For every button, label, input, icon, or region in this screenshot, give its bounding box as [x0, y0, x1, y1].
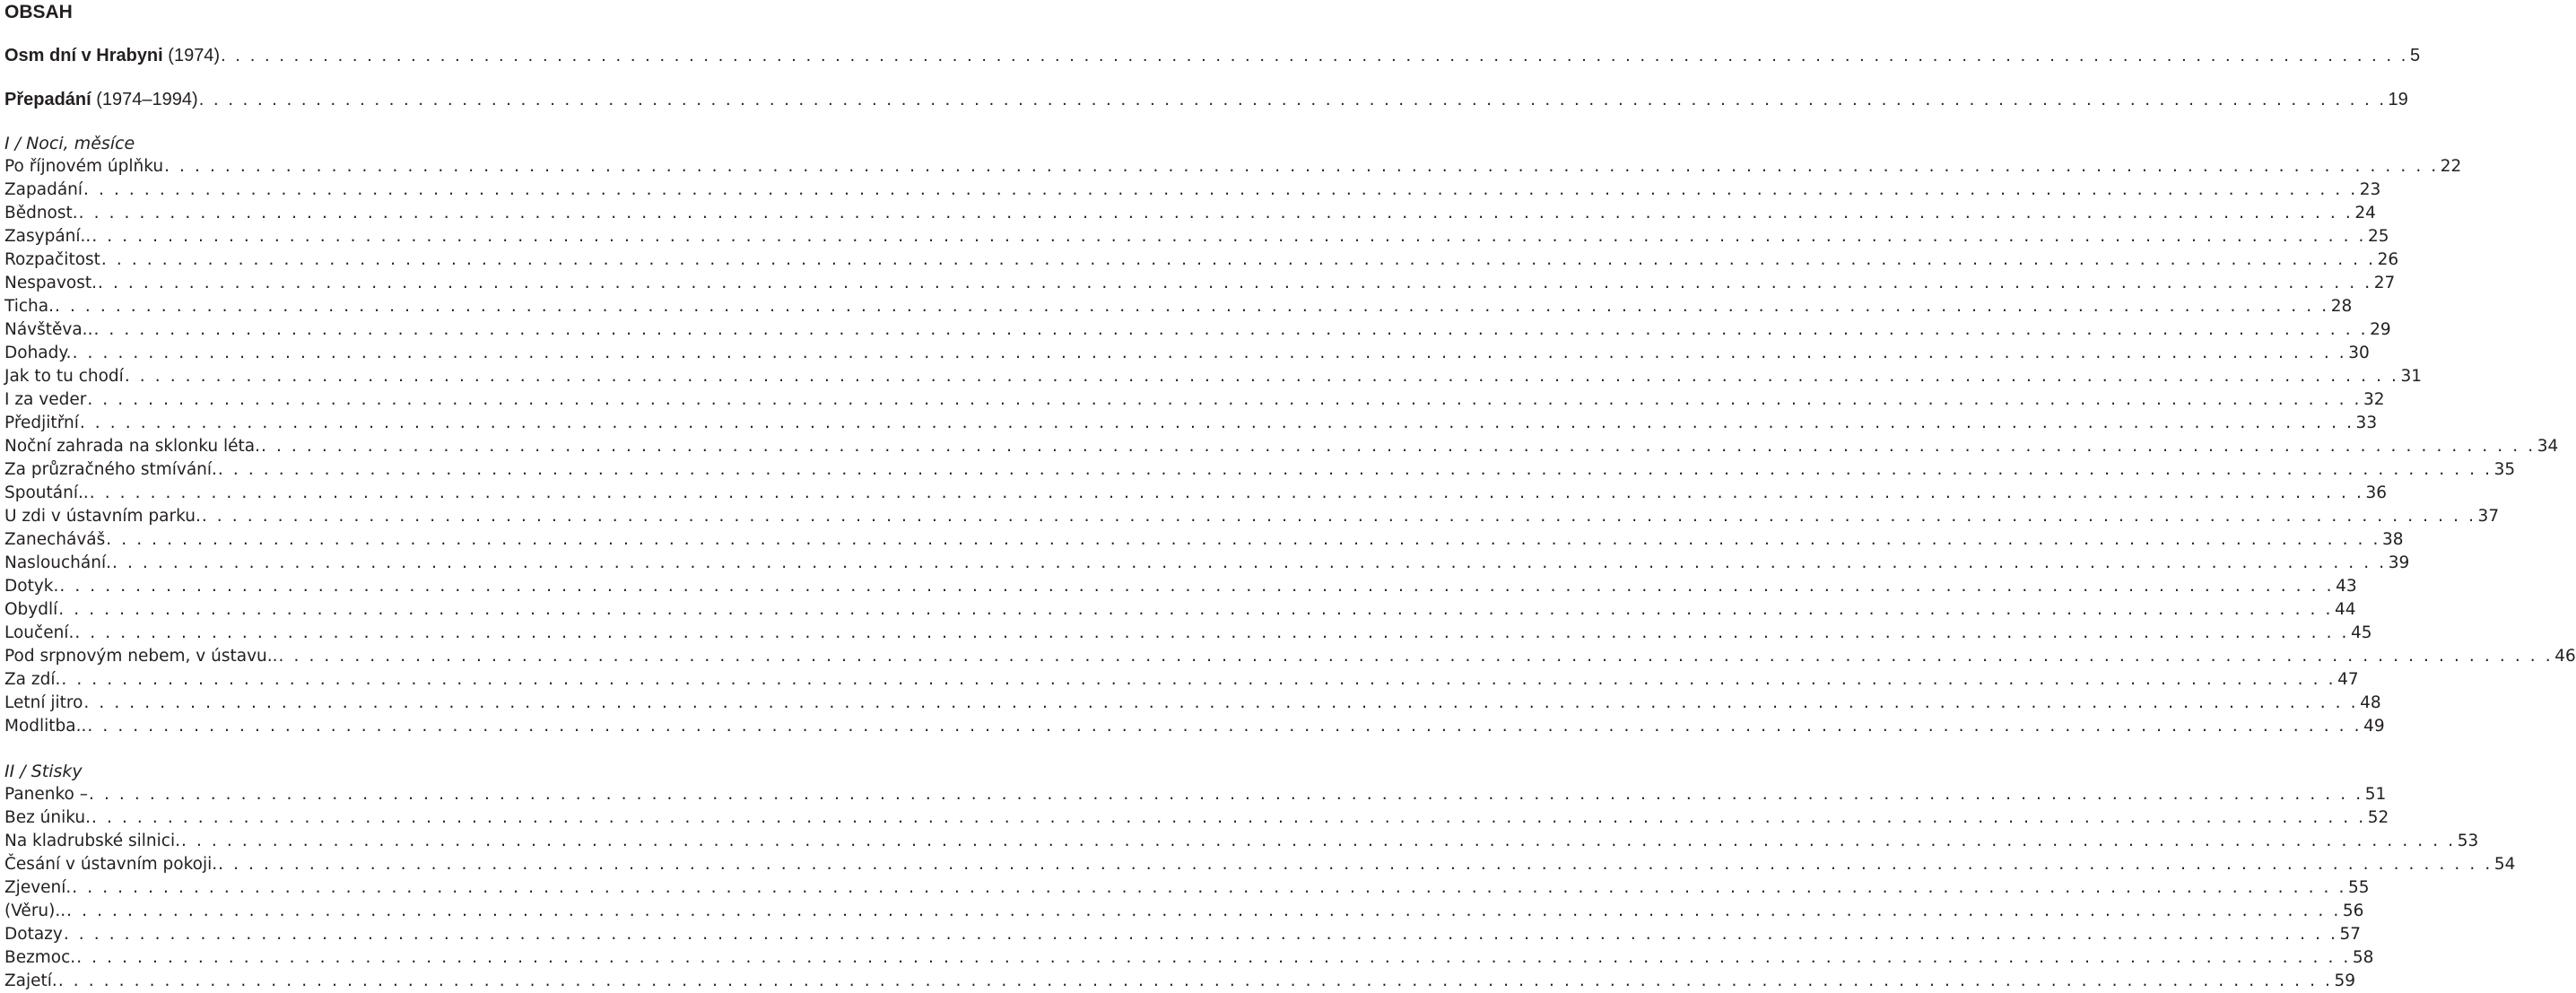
toc-entry[interactable] — [4, 806, 2389, 830]
page-number: 27 — [2373, 274, 2396, 292]
toc-entry[interactable] — [4, 248, 2399, 272]
toc-entry[interactable] — [4, 970, 2356, 993]
dot-leader: . . . . . . . . . . . . . . . . . . . . . . . . . . . . . . . . . . . . . . . . . . . . . . . . . . . . . . . . . . . . . . . . . . . . . . . . . . . . . . . . . . . . . . . . . . . . . . . . . . . . . . . . . . . . . . . . . . . . . . . . . . . . . . . . . . . . . . . . . . . . . . . . . . . . . . — [57, 971, 2333, 990]
entry-title: Rozpačitost — [4, 250, 100, 269]
dot-leader: . . . . . . . . . . . . . . . . . . . . . . . . . . . . . . . . . . . . . . . . . . . . . . . . . . . . . . . . . . . . . . . . . . . . . . . . . . . . . . . . . . . . . . . . . . . . . . . . . . . . . . . . . . . . . . . . . . . . . . . . . . . . . . . . . . . . . . . . . . . . . . . . . . . . . . — [100, 250, 2376, 269]
dot-leader: . . . . . . . . . . . . . . . . . . . . . . . . . . . . . . . . . . . . . . . . . . . . . . . . . . . . . . . . . . . . . . . . . . . . . . . . . . . . . . . . . . . . . . . . . . . . . . . . . . . . . . . . . . . . . . . . . . . . . . . . . . . . . . . . . . . . . . . . . . . . . . . . . . . . . . — [181, 832, 2456, 850]
toc-entry[interactable] — [4, 388, 2385, 412]
entry-title: Spoutání.. — [4, 483, 89, 502]
toc-entry[interactable] — [4, 783, 2387, 806]
entry-title: Návštěva.. — [4, 320, 93, 339]
page-number: 46 — [2554, 647, 2576, 666]
entry-title: Předjitřní — [4, 414, 79, 432]
dot-leader: . . . . . . . . . . . . . . . . . . . . . . . . . . . . . . . . . . . . . . . . . . . . . . . . . . . . . . . . . . . . . . . . . . . . . . . . . . . . . . . . . . . . . . . . . . . . . . . . . . . . . . . . . . . . . . . . . . . . . . . . . . . . . . . . . . . . . . . . . . . . . . . . . . . . . . — [111, 553, 2387, 572]
entry-title: Bez úniku. — [4, 808, 91, 827]
dot-leader: . . . . . . . . . . . . . . . . . . . . . . . . . . . . . . . . . . . . . . . . . . . . . . . . . . . . . . . . . . . . . . . . . . . . . . . . . . . . . . . . . . . . . . . . . . . . . . . . . . . . . . . . . . . . . . . . . . . . . . . . . . . . . . . . . . . . . . . . . . . . . . . . . . . . . . — [72, 878, 2346, 897]
page-number: 32 — [2363, 390, 2385, 409]
page-number: 54 — [2493, 855, 2516, 874]
toc-entry[interactable] — [4, 900, 2364, 923]
page-number: 51 — [2364, 785, 2387, 804]
section-heading: II / Stisky — [4, 762, 83, 781]
page-number: 44 — [2334, 600, 2356, 619]
dot-leader: . . . . . . . . . . . . . . . . . . . . . . . . . . . . . . . . . . . . . . . . . . . . . . . . . . . . . . . . . . . . . . . . . . . . . . . . . . . . . . . . . . . . . . . . . . . . . . . . . . . . . . . . . . . . . . . . . . . . . . . . . . . . . . . . . . . . . . . . . . . . . . . . . . . . . . — [217, 460, 2493, 479]
dot-leader: . . . . . . . . . . . . . . . . . . . . . . . . . . . . . . . . . . . . . . . . . . . . . . . . . . . . . . . . . . . . . . . . . . . . . . . . . . . . . . . . . . . . . . . . . . . . . . . . . . . . . . . . . . . . . . . . . . . . . . . . . . . . . . . . . . . . . . . . . . . . . . . . . . . . . . — [201, 507, 2476, 526]
entry-title: Jak to tu chodí — [4, 367, 124, 386]
toc-entry[interactable] — [4, 830, 2479, 853]
page-number: 43 — [2336, 577, 2357, 596]
toc-entry[interactable] — [4, 179, 2381, 202]
toc-entry[interactable] — [4, 458, 2516, 482]
page-number: 23 — [2359, 180, 2381, 199]
toc-entry[interactable] — [4, 412, 2378, 435]
entry-title: Bědnost. — [4, 204, 78, 222]
dot-leader: . . . . . . . . . . . . . . . . . . . . . . . . . . . . . . . . . . . . . . . . . . . . . . . . . . . . . . . . . . . . . . . . . . . . . . . . . . . . . . . . . . . . . . . . . . . . . . . . . . . . . . . . . . . . . . . . . . . . . . . . . . . . . . . . . . . . . . . . . . . . . . . . . . . . . . — [78, 204, 2354, 222]
toc-part-entry[interactable] — [4, 44, 2421, 67]
dot-leader: . . . . . . . . . . . . . . . . . . . . . . . . . . . . . . . . . . . . . . . . . . . . . . . . . . . . . . . . . . . . . . . . . . . . . . . . . . . . . . . . . . . . . . . . . . . . . . . . . . . . . . . . . . . . . . . . . . . . . . . . . . . . . . . . . . . . . . . . . . . . . . . . . . . . . . — [91, 227, 2367, 246]
page-number: 45 — [2351, 623, 2372, 642]
entry-title: Zanecháváš — [4, 530, 106, 549]
dot-leader: . . . . . . . . . . . . . . . . . . . . . . . . . . . . . . . . . . . . . . . . . . . . . . . . . . . . . . . . . . . . . . . . . . . . . . . . . . . . . . . . . . . . . . . . . . . . . . . . . . . . . . . . . . . . . . . . . . . . . . . . . . . . . . . . . . . . . . . . . . . . . . . . . . . . . . — [58, 600, 2333, 619]
dot-leader: . . . . . . . . . . . . . . . . . . . . . . . . . . . . . . . . . . . . . . . . . . . . . . . . . . . . . . . . . . . . . . . . . . . . . . . . . . . . . . . . . . . . . . . . . . . . . . . . . . . . . . . . . . . . . . . . . . . . . . . . . . . . . . . . . . . . . . . . . . . . . . . . . . . . . . — [218, 855, 2493, 874]
entry-title: Za průzračného stmívání. — [4, 460, 217, 479]
dot-leader: . . . . . . . . . . . . . . . . . . . . . . . . . . . . . . . . . . . . . . . . . . . . . . . . . . . . . . . . . . . . . . . . . . . . . . . . . . . . . . . . . . . . . . . . . . . . . . . . . . . . . . . . . . . . . . . . . . . . . . . . . . . . . . . . . . . . . . . . . . . . . . . . . . . . . . — [55, 297, 2329, 316]
dot-leader: . . . . . . . . . . . . . . . . . . . . . . . . . . . . . . . . . . . . . . . . . . . . . . . . . . . . . . . . . . . . . . . . . . . . . . . . . . . . . . . . . . . . . . . . . . . . . . . . . . . . . . . . . . . . . . . . . . . . . . . . . . . . . . . . . . . . . . . . . . . . . . . . . . . . . . — [76, 948, 2351, 967]
page-number: 33 — [2355, 414, 2378, 432]
part-years: (1974–1994) — [96, 90, 198, 109]
entry-title: Zjevení. — [4, 878, 72, 897]
page-number: 5 — [2409, 46, 2421, 65]
dot-leader: . . . . . . . . . . . . . . . . . . . . . . . . . . . . . . . . . . . . . . . . . . . . . . . . . . . . . . . . . . . . . . . . . . . . . . . . . . . . . . . . . . . . . . . . . . . . . . . . . . . . . . . . . . . . . . . . . . . . . . . . . . . . . . . . . . . . . . . . . . . . . . . . . . . . . . — [93, 320, 2369, 339]
entry-title: Nespavost. — [4, 274, 97, 292]
toc-entry[interactable] — [4, 155, 2462, 179]
entry-title: Zapadání — [4, 180, 83, 199]
dot-leader: . . . . . . . . . . . . . . . . . . . . . . . . . . . . . . . . . . . . . . . . . . . . . . . . . . . . . . . . . . . . . . . . . . . . . . . . . . . . . . . . . . . . . . . . . . . . . . . . . . . . . . . . . . . . . . . . . . . . . . . . . . . . . . . . . . . . . . . . . . . . . . . . . . . . . . — [91, 808, 2366, 827]
page-number: 37 — [2477, 507, 2500, 526]
toc-entry[interactable] — [4, 435, 2559, 458]
entry-title: Po říjnovém úplňku — [4, 157, 164, 176]
page-number: 28 — [2330, 297, 2353, 316]
dot-leader: . . . . . . . . . . . . . . . . . . . . . . . . . . . . . . . . . . . . . . . . . . . . . . . . . . . . . . . . . . . . . . . . . . . . . . . . . . . . . . . . . . . . . . . . . . . . . . . . . . . . . . . . . . . . . . . . . . . . . . . . . . . . . . . . . . . . . . . . . . . . . . . . . . . . . . — [106, 530, 2380, 549]
page-number: 49 — [2363, 717, 2385, 736]
page-number: 36 — [2365, 483, 2387, 502]
page-number: 38 — [2381, 530, 2404, 549]
page-number: 47 — [2337, 670, 2359, 689]
entry-title: Zasypání.. — [4, 227, 91, 246]
page-number: 34 — [2537, 437, 2559, 456]
entry-title: U zdi v ústavním parku. — [4, 507, 201, 526]
page-number: 56 — [2342, 902, 2364, 920]
dot-leader: . . . . . . . . . . . . . . . . . . . . . . . . . . . . . . . . . . . . . . . . . . . . . . . . . . . . . . . . . . . . . . . . . . . . . . . . . . . . . . . . . . . . . . . . . . . . . . . . . . . . . . . . . . . . . . . . . . . . . . . . . . . . . . . . . . . . . . . . . . . . . . . . . . . . . . — [89, 785, 2363, 804]
entry-title: Zajetí. — [4, 971, 57, 990]
part-title: Osm dní v Hrabyni — [4, 46, 163, 65]
page-number: 48 — [2360, 693, 2381, 712]
toc-entry[interactable] — [4, 692, 2381, 715]
dot-leader: . . . . . . . . . . . . . . . . . . . . . . . . . . . . . . . . . . . . . . . . . . . . . . . . . . . . . . . . . . . . . . . . . . . . . . . . . . . . . . . . . . . . . . . . . . . . . . . . . . . . . . . . . . . . . . . . . . . . . . . . . . . . . . . . . . . . . . . . . . . . . . . . . . . . . . — [83, 693, 2359, 712]
page-number: 35 — [2493, 460, 2516, 479]
toc-entry[interactable] — [4, 575, 2357, 598]
entry-title: Na kladrubské silnici. — [4, 832, 180, 850]
page-number: 31 — [2400, 367, 2423, 386]
entry-title: Dotazy — [4, 925, 63, 944]
dot-leader: . . . . . . . . . . . . . . . . . . . . . . . . . . . . . . . . . . . . . . . . . . . . . . . . . . . . . . . . . . . . . . . . . . . . . . . . . . . . . . . . . . . . . . . . . . . . . . . . . . . . . . . . . . . . . . . . . . . . . . . . . . . . . . . . . . . . . . . . . . . . . . . . . . . . . . — [97, 274, 2372, 292]
toc-entry[interactable] — [4, 202, 2376, 225]
page-number: 29 — [2370, 320, 2391, 339]
section-heading: I / Noci, měsíce — [4, 134, 135, 153]
toc-entry[interactable] — [4, 923, 2362, 946]
entry-title: Dotyk. — [4, 577, 59, 596]
toc-entry[interactable] — [4, 365, 2423, 388]
toc-entry[interactable] — [4, 645, 2576, 668]
dot-leader: . . . . . . . . . . . . . . . . . . . . . . . . . . . . . . . . . . . . . . . . . . . . . . . . . . . . . . . . . . . . . . . . . . . . . . . . . . . . . . . . . . . . . . . . . . . . . . . . . . . . . . . . . . . . . . . . . . . . . . . . . . . . . . . . . . . . . . . . . . . . . . . . . . . . . . — [59, 577, 2335, 596]
dot-leader: . . . . . . . . . . . . . . . . . . . . . . . . . . . . . . . . . . . . . . . . . . . . . . . . . . . . . . . . . . . . . . . . . . . . . . . . . . . . . . . . . . . . . . . . . . . . . . . . . . . . . . . . . . . . . . . . . . . . . . . . . . . . . . . . . . . . . . . . . . . . . . . . . . . . . . — [164, 157, 2439, 176]
toc-entry[interactable] — [4, 598, 2356, 622]
toc-entry[interactable] — [4, 272, 2396, 295]
part-years: (1974) — [168, 46, 221, 65]
toc-entry[interactable] — [4, 876, 2370, 900]
part-title: Přepadání — [4, 90, 91, 109]
part-label — [4, 88, 198, 111]
entry-title: (Věru).. — [4, 902, 66, 920]
page-number: 58 — [2352, 948, 2374, 967]
toc-entry[interactable] — [4, 482, 2387, 505]
toc-part-entry[interactable] — [4, 88, 2408, 111]
toc-entry[interactable] — [4, 528, 2404, 552]
dot-leader: . . . . . . . . . . . . . . . . . . . . . . . . . . . . . . . . . . . . . . . . . . . . . . . . . . . . . . . . . . . . . . . . . . . . . . . . . . . . . . . . . . . . . . . . . . . . . . . . . . . . . . . . . . . . . . . . . . . . . . . . . . . . . . . . . . . . . . . . . . . . . . . . . . . . . . — [198, 90, 2387, 109]
dot-leader: . . . . . . . . . . . . . . . . . . . . . . . . . . . . . . . . . . . . . . . . . . . . . . . . . . . . . . . . . . . . . . . . . . . . . . . . . . . . . . . . . . . . . . . . . . . . . . . . . . . . . . . . . . . . . . . . . . . . . . . . . . . . . . . . . . . . . . . . . . . . . . . . . . . . . . — [221, 46, 2408, 65]
toc-entry[interactable] — [4, 505, 2500, 528]
toc-entry[interactable] — [4, 318, 2391, 342]
dot-leader: . . . . . . . . . . . . . . . . . . . . . . . . . . . . . . . . . . . . . . . . . . . . . . . . . . . . . . . . . . . . . . . . . . . . . . . . . . . . . . . . . . . . . . . . . . . . . . . . . . . . . . . . . . . . . . . . . . . . . . . . . . . . . . . . . . . . . . . . . . . . . . . . . . . . . . — [79, 414, 2354, 432]
page-number: 19 — [2388, 90, 2408, 109]
toc-entry[interactable] — [4, 715, 2385, 738]
page-number: 39 — [2388, 553, 2410, 572]
dot-leader: . . . . . . . . . . . . . . . . . . . . . . . . . . . . . . . . . . . . . . . . . . . . . . . . . . . . . . . . . . . . . . . . . . . . . . . . . . . . . . . . . . . . . . . . . . . . . . . . . . . . . . . . . . . . . . . . . . . . . . . . . . . . . . . . . . . . . . . . . . . . . . . . . . . . . . — [72, 344, 2347, 362]
dot-leader: . . . . . . . . . . . . . . . . . . . . . . . . . . . . . . . . . . . . . . . . . . . . . . . . . . . . . . . . . . . . . . . . . . . . . . . . . . . . . . . . . . . . . . . . . . . . . . . . . . . . . . . . . . . . . . . . . . . . . . . . . . . . . . . . . . . . . . . . . . . . . . . . . . . . . . — [63, 925, 2338, 944]
page-number: 26 — [2377, 250, 2399, 269]
entry-title: Dohady. — [4, 344, 72, 362]
dot-leader: . . . . . . . . . . . . . . . . . . . . . . . . . . . . . . . . . . . . . . . . . . . . . . . . . . . . . . . . . . . . . . . . . . . . . . . . . . . . . . . . . . . . . . . . . . . . . . . . . . . . . . . . . . . . . . . . . . . . . . . . . . . . . . . . . . . . . . . . . . . . . . . . . . . . . . — [87, 390, 2363, 409]
page-number: 30 — [2348, 344, 2370, 362]
toc-entry[interactable] — [4, 622, 2372, 645]
entry-title: Bezmoc. — [4, 948, 76, 967]
entry-title: Letní jitro — [4, 693, 83, 712]
toc-entry[interactable] — [4, 853, 2516, 876]
entry-title: I za veder — [4, 390, 87, 409]
page-number: 25 — [2368, 227, 2389, 246]
entry-title: Ticha. — [4, 297, 54, 316]
dot-leader: . . . . . . . . . . . . . . . . . . . . . . . . . . . . . . . . . . . . . . . . . . . . . . . . . . . . . . . . . . . . . . . . . . . . . . . . . . . . . . . . . . . . . . . . . . . . . . . . . . . . . . . . . . . . . . . . . . . . . . . . . . . . . . . . . . . . . . . . . . . . . . . . . . . . . . — [87, 717, 2363, 736]
entry-title: Za zdí. — [4, 670, 61, 689]
toc-entry[interactable] — [4, 295, 2353, 318]
page-number: 22 — [2440, 157, 2462, 176]
dot-leader: . . . . . . . . . . . . . . . . . . . . . . . . . . . . . . . . . . . . . . . . . . . . . . . . . . . . . . . . . . . . . . . . . . . . . . . . . . . . . . . . . . . . . . . . . . . . . . . . . . . . . . . . . . . . . . . . . . . . . . . . . . . . . . . . . . . . . . . . . . . . . . . . . . . . . . — [66, 902, 2341, 920]
toc-entry[interactable] — [4, 552, 2410, 575]
page-number: 57 — [2339, 925, 2362, 944]
dot-leader: . . . . . . . . . . . . . . . . . . . . . . . . . . . . . . . . . . . . . . . . . . . . . . . . . . . . . . . . . . . . . . . . . . . . . . . . . . . . . . . . . . . . . . . . . . . . . . . . . . . . . . . . . . . . . . . . . . . . . . . . . . . . . . . . . . . . . . . . . . . . . . . . . . . . . . — [89, 483, 2364, 502]
dot-leader: . . . . . . . . . . . . . . . . . . . . . . . . . . . . . . . . . . . . . . . . . . . . . . . . . . . . . . . . . . . . . . . . . . . . . . . . . . . . . . . . . . . . . . . . . . . . . . . . . . . . . . . . . . . . . . . . . . . . . . . . . . . . . . . . . . . . . . . . . . . . . . . . . . . . . . — [124, 367, 2399, 386]
dot-leader: . . . . . . . . . . . . . . . . . . . . . . . . . . . . . . . . . . . . . . . . . . . . . . . . . . . . . . . . . . . . . . . . . . . . . . . . . . . . . . . . . . . . . . . . . . . . . . . . . . . . . . . . . . . . . . . . . . . . . . . . . . . . . . . . . . . . . . . . . . . . . . . . . . . . . . — [74, 623, 2350, 642]
entry-title: Obydlí — [4, 600, 58, 619]
entry-title: Pod srpnovým nebem, v ústavu.. — [4, 647, 278, 666]
dot-leader: . . . . . . . . . . . . . . . . . . . . . . . . . . . . . . . . . . . . . . . . . . . . . . . . . . . . . . . . . . . . . . . . . . . . . . . . . . . . . . . . . . . . . . . . . . . . . . . . . . . . . . . . . . . . . . . . . . . . . . . . . . . . . . . . . . . . . . . . . . . . . . . . . . . . . . — [260, 437, 2536, 456]
entry-title: Loučení. — [4, 623, 74, 642]
toc-entry[interactable] — [4, 342, 2370, 365]
page-number: 52 — [2367, 808, 2389, 827]
page-number: 53 — [2457, 832, 2479, 850]
entry-title: Česání v ústavním pokoji. — [4, 855, 218, 874]
page-number: 24 — [2354, 204, 2376, 222]
dot-leader: . . . . . . . . . . . . . . . . . . . . . . . . . . . . . . . . . . . . . . . . . . . . . . . . . . . . . . . . . . . . . . . . . . . . . . . . . . . . . . . . . . . . . . . . . . . . . . . . . . . . . . . . . . . . . . . . . . . . . . . . . . . . . . . . . . . . . . . . . . . . . . . . . . . . . . — [61, 670, 2337, 689]
page-number: 55 — [2347, 878, 2370, 897]
entry-title: Panenko – — [4, 785, 88, 804]
toc-heading: OBSAH — [4, 2, 73, 22]
entry-title: Noční zahrada na sklonku léta. — [4, 437, 260, 456]
entry-title: Naslouchání. — [4, 553, 111, 572]
page-number: 59 — [2334, 971, 2356, 990]
dot-leader: . . . . . . . . . . . . . . . . . . . . . . . . . . . . . . . . . . . . . . . . . . . . . . . . . . . . . . . . . . . . . . . . . . . . . . . . . . . . . . . . . . . . . . . . . . . . . . . . . . . . . . . . . . . . . . . . . . . . . . . . . . . . . . . . . . . . . . . . . . . . . . . . . . . . . . — [83, 180, 2358, 199]
toc-entry[interactable] — [4, 225, 2389, 248]
toc-entry[interactable] — [4, 946, 2374, 970]
dot-leader: . . . . . . . . . . . . . . . . . . . . . . . . . . . . . . . . . . . . . . . . . . . . . . . . . . . . . . . . . . . . . . . . . . . . . . . . . . . . . . . . . . . . . . . . . . . . . . . . . . . . . . . . . . . . . . . . . . . . . . . . . . . . . . . . . . . . . . . . . . . . . . . . . . . . . . — [278, 647, 2554, 666]
entry-title: Modlitba.. — [4, 717, 87, 736]
toc-entry[interactable] — [4, 668, 2359, 692]
part-label — [4, 44, 220, 67]
